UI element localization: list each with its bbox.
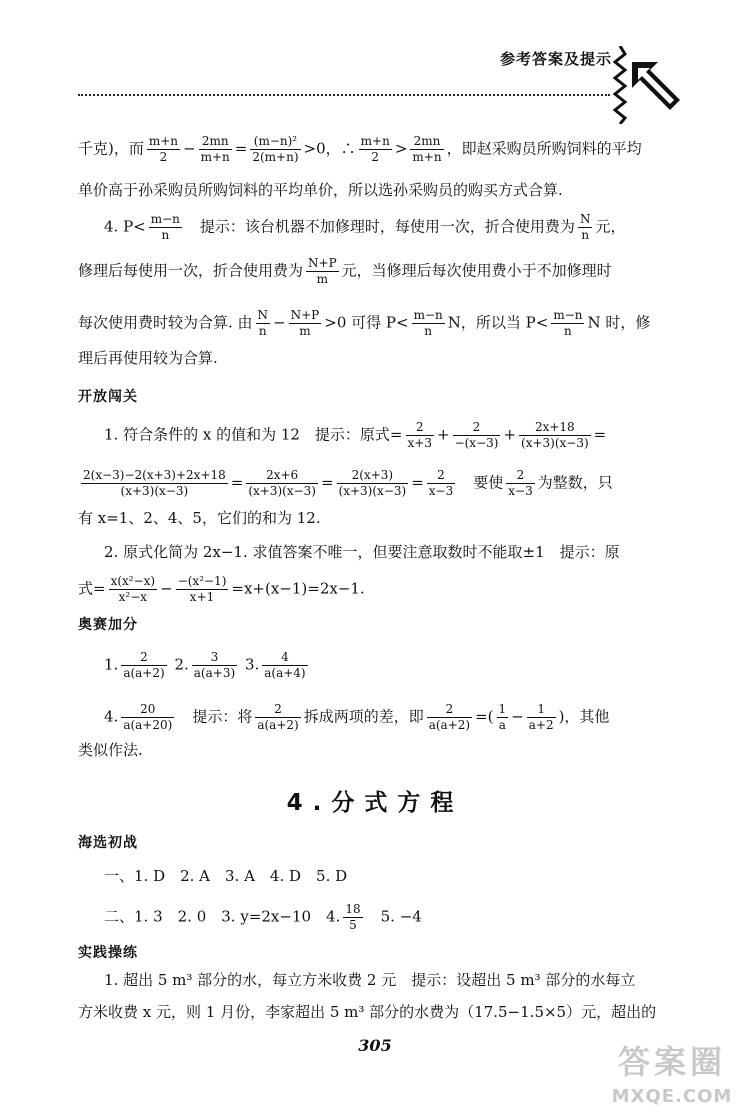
section-heading-open-levels: 开放闯关 xyxy=(78,389,138,405)
fraction: $\frac{2}{a(a+2)}$ xyxy=(123,650,165,680)
watermark-logo: 答案圈 MXQE.COM xyxy=(611,1043,733,1107)
header-dotted-rule xyxy=(78,94,610,96)
fraction: $\frac{N+P}{m}$ xyxy=(308,256,337,286)
section-heading-preliminary: 海选初战 xyxy=(78,835,138,851)
fraction: $\frac{2}{x-3}$ xyxy=(428,468,454,498)
fraction: $\frac{20}{a(a+20)}$ xyxy=(123,702,173,732)
fraction: $\frac{2x+6}{(x+3)(x-3)}$ xyxy=(248,468,316,498)
text-line-1: 千克)，而 $\frac{m+n}{2}$ − $\frac{2mn}{m+n}$ = $\frac{\text{(m−n)²}}{2(m+n)}$ >0，∴ $\frac{m+n}{2}$ > $\frac{2mn}{m+n}$ ，即赵采购员所购饲料的平均 xyxy=(78,134,642,164)
fraction: $\frac{2(x-3)-2(x+3)+2x+18}{(x+3)(x-3)}$ xyxy=(83,468,226,498)
practice-answer-1: 1. 超出 5 m³ 部分的水，每立方米收费 2 元 提示：设超出 5 m³ 部分的水每立 xyxy=(104,971,636,989)
fraction: $\frac{2}{x-3}$ xyxy=(508,468,533,498)
fraction: $\frac{2(x+3)}{(x+3)(x-3)}$ xyxy=(338,468,407,498)
fraction: $\frac{2mn}{m+n}$ xyxy=(200,134,230,164)
fraction: $\frac{m+n}{2}$ xyxy=(148,134,179,164)
fraction: $\frac{1}{a}$ xyxy=(498,702,507,732)
fraction: $\frac{1}{a+2}$ xyxy=(528,702,554,732)
fraction: $\frac{2}{x+3}$ xyxy=(407,420,432,450)
text-line-4: 修理后每使用一次，折合使用费为 $\frac{N+P}{m}$ 元，当修理后每次使用费小于不加修理时 xyxy=(78,256,612,286)
fraction: $\frac{N+P}{m}$ xyxy=(290,308,320,338)
text-line-6: 理后再使用较为合算. xyxy=(78,349,218,367)
text-line-18: 方米收费 x 元，则 1 月份，李家超出 5 m³ 部分的水费为（17.5−1.5×5）元，超出的 xyxy=(78,1003,657,1021)
page-number: 305 xyxy=(358,1036,392,1055)
chapter-title: 4.分式方程 xyxy=(286,790,464,816)
arrow-up-left-icon xyxy=(628,58,684,114)
answers-part-two: 二、1. 3 2. 0 3. y=2x−10 4. $\frac{18}{5}$ 5. −4 xyxy=(104,902,422,932)
fraction: $\frac{\text{x(x²−x)}}{\text{x²−x}}$ xyxy=(110,574,156,604)
section-heading-practice: 实践操练 xyxy=(78,945,138,961)
fraction: $\frac{18}{5}$ xyxy=(345,902,361,932)
fraction: $\frac{2x+18}{(x+3)(x-3)}$ xyxy=(521,420,589,450)
fraction: $\frac{m-n}{n}$ xyxy=(150,212,180,242)
fraction: $\frac{N}{n}$ xyxy=(579,212,591,242)
answer-1-line: 1. 符合条件的 x 的值和为 12 提示：原式= $\frac{2}{x+3}$ + $\frac{2}{-(x-3)}$ + $\frac{2x+18}{(x+3)(x-3)}$ = xyxy=(104,420,607,450)
text-line-5: 每次使用费时较为合算. 由 $\frac{N}{n}$ − $\frac{N+P}{m}$ >0 可得 P< $\frac{m-n}{n}$ N，所以当 P< $\frac{m-n}{n}$ N 时，修 xyxy=(78,308,651,338)
fraction: $\frac{\text{−(x²−1)}}{x+1}$ xyxy=(177,574,227,604)
fraction: $\frac{2}{a(a+2)}$ xyxy=(257,702,299,732)
fraction: $\frac{4}{a(a+4)}$ xyxy=(264,650,306,680)
fraction: $\frac{3}{a(a+3)}$ xyxy=(193,650,236,680)
fraction: $\frac{2}{-(x-3)}$ xyxy=(454,420,499,450)
answers-1-3-line: 1. $\frac{2}{a(a+2)}$ 2. $\frac{3}{a(a+3)}$ 3. $\frac{4}{a(a+4)}$ xyxy=(104,650,306,680)
fraction: $\frac{m+n}{2}$ xyxy=(360,134,390,164)
fraction: $\frac{m-n}{n}$ xyxy=(413,308,443,338)
text-line-14: 类似作法. xyxy=(78,741,143,759)
text-line-11: 式= $\frac{\text{x(x²−x)}}{\text{x²−x}}$ − $\frac{\text{−(x²−1)}}{x+1}$ =x+(x−1)=2x−1. xyxy=(78,574,365,604)
fraction: $\frac{2}{a(a+2)}$ xyxy=(428,702,471,732)
fraction: $\frac{m-n}{n}$ xyxy=(553,308,583,338)
text-line-2: 单价高于孙采购员所购饲料的平均单价，所以选孙采购员的购买方式合算. xyxy=(78,181,563,199)
answer-2-line: 2. 原式化简为 2x−1. 求值答案不唯一，但要注意取数时不能取±1 提示：原 xyxy=(104,543,620,561)
text-line-8: $\frac{2(x-3)-2(x+3)+2x+18}{(x+3)(x-3)}$ = $\frac{2x+6}{(x+3)(x-3)}$ = $\frac{2(x+3)}{(x+3)(x-3)}$ = $\frac{2}{x-3}$ 要使 $\frac{2}{x-3}$ 为整数，只 xyxy=(83,468,613,498)
fraction: $\frac{\text{(m−n)²}}{2(m+n)}$ xyxy=(252,134,299,164)
answers-part-one: 一、1. D 2. A 3. A 4. D 5. D xyxy=(104,867,348,885)
answer-4-olympiad-line: 4. $\frac{20}{a(a+20)}$ 提示：将 $\frac{2}{a(a+2)}$ 拆成两项的差，即 $\frac{2}{a(a+2)}$ =( $\frac{1}{a}$ − $\frac{1}{a+2}$ )，其他 xyxy=(104,702,610,732)
fraction: $\frac{N}{n}$ xyxy=(257,308,269,338)
answer-4-line: 4. P< $\frac{m-n}{n}$ 提示：该台机器不加修理时，每使用一次，折合使用费为 $\frac{N}{n}$ 元， xyxy=(104,212,626,242)
fraction: $\frac{2mn}{m+n}$ xyxy=(412,134,442,164)
wave-decoration-icon xyxy=(612,46,628,124)
header-title: 参考答案及提示 xyxy=(499,50,612,68)
section-heading-olympiad-bonus: 奥赛加分 xyxy=(78,617,138,633)
text-line-9: 有 x=1、2、4、5，它们的和为 12. xyxy=(78,509,321,527)
